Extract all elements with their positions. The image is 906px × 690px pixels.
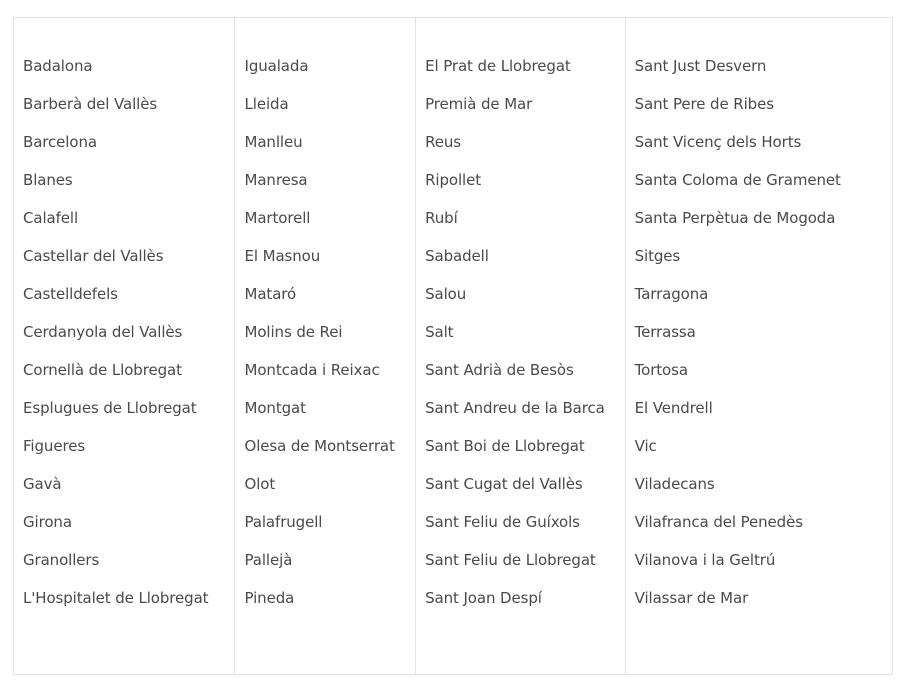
- city-item: Premià de Mar: [425, 95, 533, 113]
- city-item: Salou: [425, 285, 467, 303]
- city-item: Barcelona: [23, 133, 97, 151]
- city-item: Cerdanyola del Vallès: [23, 323, 183, 341]
- city-list-table: [13, 17, 893, 675]
- city-item: Sant Cugat del Vallès: [425, 475, 583, 493]
- city-item: Sant Andreu de la Barca: [425, 399, 605, 417]
- city-item: Palafrugell: [244, 513, 323, 531]
- city-item: Vic: [634, 437, 657, 455]
- city-item: Lleida: [244, 95, 289, 113]
- city-item: Sant Feliu de Llobregat: [425, 551, 596, 569]
- city-item: Sant Feliu de Guíxols: [425, 513, 580, 531]
- city-item: Olesa de Montserrat: [244, 437, 395, 455]
- city-item: Esplugues de Llobregat: [23, 399, 197, 417]
- city-list-4: [635, 56, 888, 626]
- city-item: El Masnou: [244, 247, 321, 265]
- city-item: Igualada: [244, 57, 309, 75]
- city-item: Pallejà: [244, 551, 293, 569]
- city-column-4: [626, 18, 892, 674]
- city-item: Figueres: [23, 437, 86, 455]
- city-item: Santa Coloma de Gramenet: [634, 171, 841, 189]
- city-item: El Prat de Llobregat: [425, 57, 571, 75]
- city-item: Granollers: [23, 551, 100, 569]
- city-item: El Vendrell: [634, 399, 713, 417]
- city-column-1: [14, 18, 235, 674]
- city-list-2: [245, 56, 412, 626]
- city-item: Cornellà de Llobregat: [23, 361, 182, 379]
- city-item: Sant Pere de Ribes: [634, 95, 774, 113]
- city-item: Badalona: [23, 57, 93, 75]
- city-item: Sant Just Desvern: [634, 57, 767, 75]
- city-item: Molins de Rei: [244, 323, 343, 341]
- city-item: Terrassa: [634, 323, 696, 341]
- city-list-3: [425, 56, 621, 626]
- city-item: Santa Perpètua de Mogoda: [634, 209, 836, 227]
- city-item: Sant Joan Despí: [425, 589, 542, 607]
- city-item: Montgat: [244, 399, 306, 417]
- city-item: Castelldefels: [23, 285, 118, 303]
- city-item: L'Hospitalet de Llobregat: [23, 589, 209, 607]
- city-item: Calafell: [23, 209, 79, 227]
- city-item: Tortosa: [634, 361, 688, 379]
- city-item: Sant Boi de Llobregat: [425, 437, 585, 455]
- city-column-2: [235, 18, 417, 674]
- city-item: Barberà del Vallès: [23, 95, 158, 113]
- city-item: Mataró: [244, 285, 297, 303]
- city-item: Blanes: [23, 171, 73, 189]
- city-item: Reus: [425, 133, 461, 151]
- city-column-3: [416, 18, 626, 674]
- city-item: Viladecans: [634, 475, 715, 493]
- city-item: Tarragona: [634, 285, 709, 303]
- city-item: Ripollet: [425, 171, 482, 189]
- city-item: Sitges: [634, 247, 681, 265]
- city-item: Gavà: [23, 475, 62, 493]
- city-item: Rubí: [425, 209, 458, 227]
- city-item: Manlleu: [244, 133, 303, 151]
- city-item: Vilafranca del Penedès: [634, 513, 803, 531]
- city-item: Montcada i Reixac: [244, 361, 380, 379]
- city-item: Vilassar de Mar: [634, 589, 749, 607]
- city-list-1: [23, 56, 230, 626]
- city-item: Pineda: [244, 589, 295, 607]
- city-item: Vilanova i la Geltrú: [634, 551, 776, 569]
- city-item: Martorell: [244, 209, 311, 227]
- city-item: Sant Adrià de Besòs: [425, 361, 574, 379]
- city-item: Manresa: [244, 171, 308, 189]
- city-item: Salt: [425, 323, 454, 341]
- city-item: Castellar del Vallès: [23, 247, 164, 265]
- city-item: Girona: [23, 513, 72, 531]
- city-item: Sant Vicenç dels Horts: [634, 133, 802, 151]
- city-item: Sabadell: [425, 247, 489, 265]
- city-item: Olot: [244, 475, 276, 493]
